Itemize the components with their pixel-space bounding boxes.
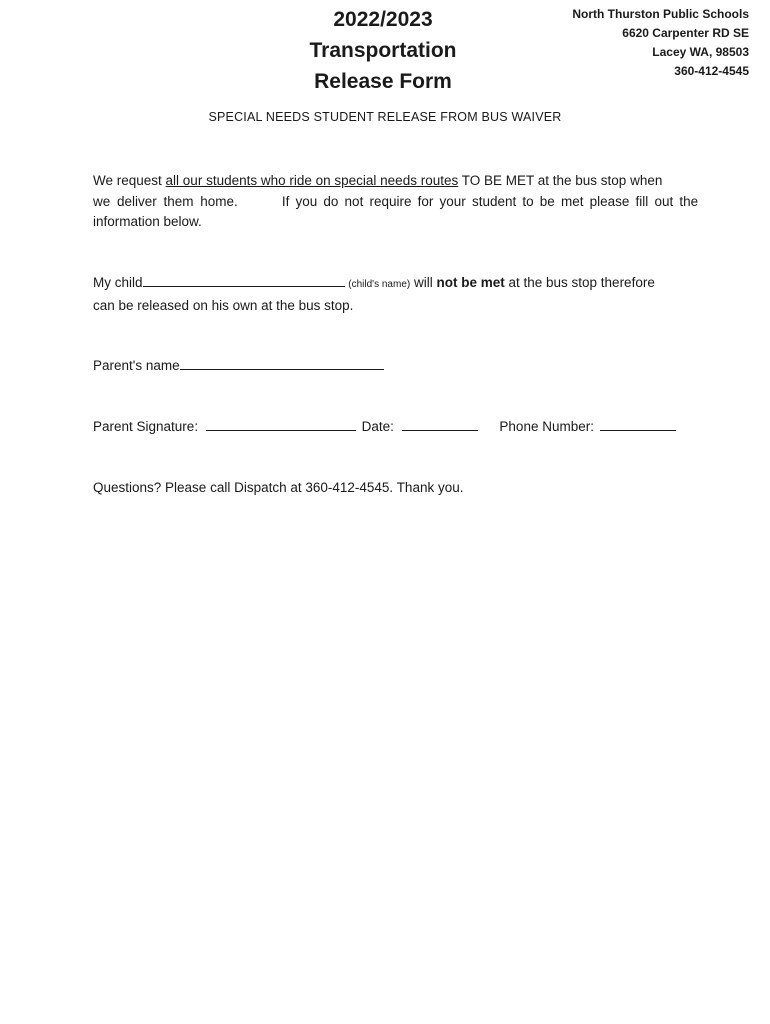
child-paragraph — [93, 272, 655, 316]
request-line-1 — [93, 171, 698, 192]
child-text-b: will — [410, 275, 437, 290]
request-underlined-text: all our students who ride on special needs routes — [165, 173, 459, 188]
child-text-c: at the bus stop therefore — [504, 275, 655, 290]
request-line-3: information below. — [93, 214, 202, 229]
form-subtitle: SPECIAL NEEDS STUDENT RELEASE FROM BUS WAIVER — [208, 110, 562, 124]
phone-number-label: Phone Number: — [499, 419, 594, 434]
address-city: Lacey WA, 98503 — [652, 45, 749, 59]
title-line-year: 2022/2023 — [333, 8, 433, 31]
parent-name-field[interactable] — [180, 355, 384, 370]
request-line-2 — [93, 192, 698, 213]
parent-signature-label: Parent Signature: — [93, 419, 199, 434]
form-title — [283, 4, 483, 97]
child-name-field[interactable] — [143, 272, 345, 287]
request-text-line2a: we deliver them home. — [93, 193, 238, 209]
child-line-2: can be released on his own at the bus stop. — [93, 297, 354, 313]
request-text-b: TO BE MET at the bus stop when — [458, 173, 663, 188]
request-text-line2b: If you do not require for your student to be met please fill out the — [281, 193, 699, 209]
school-address — [572, 5, 749, 81]
my-child-label: My child — [93, 275, 143, 290]
request-paragraph — [93, 171, 698, 233]
signature-row — [93, 416, 676, 438]
parent-signature-field[interactable] — [206, 416, 356, 431]
address-school-name: North Thurston Public Schools — [572, 7, 749, 21]
address-street: 6620 Carpenter RD SE — [622, 26, 749, 40]
title-line-transportation: Transportation — [309, 39, 457, 62]
child-name-hint: (child's name) — [348, 279, 411, 290]
phone-number-field[interactable] — [600, 416, 676, 431]
date-label: Date: — [361, 419, 394, 434]
title-line-release-form: Release Form — [314, 70, 452, 93]
parent-name-label: Parent's name — [93, 358, 180, 373]
child-line-1 — [93, 272, 655, 296]
parent-name-row — [93, 355, 384, 377]
address-phone: 360-412-4545 — [674, 64, 749, 78]
date-field[interactable] — [402, 416, 478, 431]
request-text-a: We request — [93, 173, 166, 188]
not-be-met-text: not be met — [436, 275, 505, 290]
questions-text: Questions? Please call Dispatch at 360-412-4545. Thank you. — [93, 480, 464, 495]
